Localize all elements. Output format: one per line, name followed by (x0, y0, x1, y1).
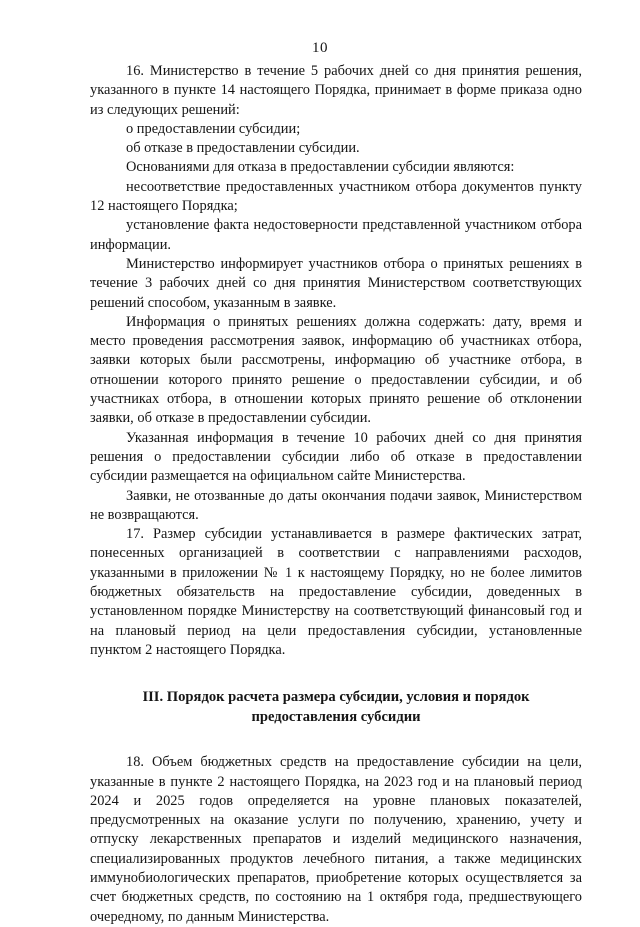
section-heading-line2: предоставления субсидии (251, 709, 421, 726)
document-body (90, 62, 582, 927)
refusal-ground-2: установление факта недостоверности представленной участником отбора информации. (90, 217, 582, 253)
publication-paragraph: Указанная информация в течение 10 рабочих дней со дня принятия решения о предоставлении субсидии либо об отказе в предоставлении субсидии размещается на официальном сайте Министерства. (90, 429, 582, 485)
notification-paragraph: Министерство информирует участников отбора о принятых решениях в течение 3 рабочих дней со дня принятия Министерством соответствующих решений способом, указанным в заявке. (90, 255, 582, 311)
option-refusal: об отказе в предоставлении субсидии. (126, 140, 360, 157)
information-content-paragraph: Информация о принятых решениях должна содержать: дату, время и место проведения рассмотрения заявок, информацию об участниках отбора, заявки которых были рассмотрены, информацию об участнике отбора, в отношении которого принято решение о предоставлении субсидии, и об участниках отбора, в отношении которых принято решение об отклонении заявки, об отказе в предоставлении субсидии. (90, 313, 582, 427)
refusal-grounds-intro: Основаниями для отказа в предоставлении субсидии являются: (126, 159, 515, 176)
section-heading (90, 687, 582, 727)
paragraph-18: 18. Объем бюджетных средств на предоставление субсидии на цели, указанные в пункте 2 настоящего Порядка, на 2023 год и на плановый период 2024 и 2025 годов определяется на уровне плановых показателей, предусмотренных на оказание услуги по получению, хранению, учету и отпуску лекарственных препаратов и изделий медицинского назначения, специализированных продуктов лечебного питания, а также медицинских иммунобиологических препаратов, приобретение которых осуществляется за счет бюджетных средств, по состоянию на 1 октября года, предшествующего очередному, по данным Министерства. (90, 754, 582, 925)
paragraph-17: 17. Размер субсидии устанавливается в размере фактических затрат, понесенных организацией в соответствии с направлениями расходов, указанными в приложении № 1 к настоящему Порядку, но не более лимитов бюджетных обязательств на предоставление субсидии, доведенных в установленном порядке Министерству на соответствующий финансовый год и на плановый период на цели предоставления субсидии, установленные пунктом 2 настоящего Порядка. (90, 526, 582, 658)
refusal-ground-1: несоответствие предоставленных участником отбора документов пункту 12 настоящего Порядка; (90, 178, 582, 215)
page-number: 10 (312, 40, 328, 56)
section-heading-line1: III. Порядок расчета размера субсидии, условия и порядок (142, 689, 530, 706)
applications-not-returned-paragraph: Заявки, не отозванные до даты окончания подачи заявок, Министерством не возвращаются. (90, 487, 582, 523)
paragraph-16: 16. Министерство в течение 5 рабочих дней со дня принятия решения, указанного в пункте 14 настоящего Порядка, принимает в форме приказа одно из следующих решений: (90, 63, 582, 118)
option-grant: о предоставлении субсидии; (126, 120, 301, 137)
